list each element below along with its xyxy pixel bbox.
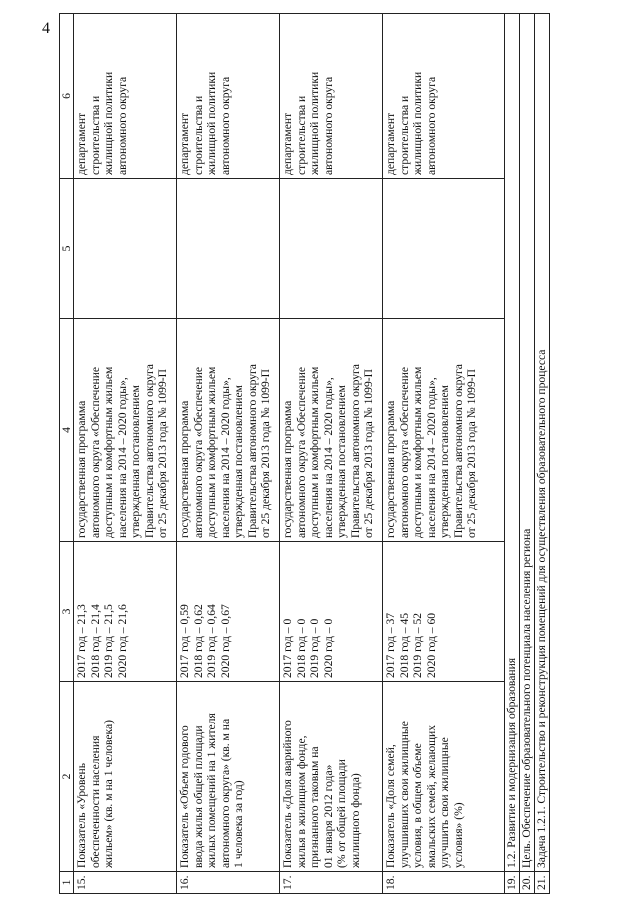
row-number: 15. — [74, 872, 177, 894]
row-number: 18. — [383, 872, 505, 894]
table-row — [177, 14, 280, 894]
row-number: 19. — [505, 872, 520, 894]
table-row — [74, 14, 177, 894]
table-row — [280, 14, 383, 894]
header-cell: 6 — [60, 14, 74, 179]
header-cell: 3 — [60, 542, 74, 682]
program-cell: государственная программа автономного округа «Обеспечение доступным и комфортным жильем населения на 2014 – 2020 годы», утвержденная постановлением Правительства автономного округа от 25 декабря 2013 года № 1099-П — [74, 319, 177, 542]
indicator-cell: Показатель «Объем годового ввода жилья общей площади жилых помещений на 1 жителя автономного округа» (кв. м на 1 человека за год) — [177, 682, 280, 872]
section-row — [520, 14, 535, 894]
department-cell: департамент строительства и жилищной политики автономного округа — [280, 14, 383, 179]
values-cell: 2017 год – 37 2018 год – 45 2019 год – 52 2020 год – 60 — [383, 542, 505, 682]
document-sheet — [59, 14, 614, 894]
section-goal: Цель. Обеспечение образовательного потенциала населения региона — [520, 14, 535, 872]
department-cell: департамент строительства и жилищной политики автономного округа — [177, 14, 280, 179]
row-number: 16. — [177, 872, 280, 894]
page-number: 4 — [42, 20, 50, 37]
department-cell: департамент строительства и жилищной политики автономного округа — [74, 14, 177, 179]
empty-cell — [280, 179, 383, 319]
section-title: 1.2. Развитие и модернизация образования — [505, 14, 520, 872]
indicator-cell: Показатель «Доля аварийного жилья в жилищном фонде, признанного таковым на 01 января 2012 года» (% от общей площади жилищного фонда) — [280, 682, 383, 872]
empty-cell — [177, 179, 280, 319]
rotated-table-wrapper — [59, 14, 614, 894]
section-row — [535, 14, 550, 894]
program-cell: государственная программа автономного округа «Обеспечение доступным и комфортным жильем населения на 2014 – 2020 годы», утвержденная постановлением Правительства автономного округа от 25 декабря 2013 года № 1099-П — [280, 319, 383, 542]
values-cell: 2017 год – 21,3 2018 год – 21,4 2019 год – 21,5 2020 год – 21,6 — [74, 542, 177, 682]
indicator-cell: Показатель «Доля семей, улучшивших свои жилищные условия, в общем объеме ямальских семей, желающих улучшить свои жилищные условия» (%) — [383, 682, 505, 872]
header-cell: 1 — [60, 872, 74, 894]
department-cell: департамент строительства и жилищной политики автономного округа — [383, 14, 505, 179]
row-number: 21. — [535, 872, 550, 894]
values-cell: 2017 год – 0,59 2018 год – 0,62 2019 год – 0,64 2020 год – 0,67 — [177, 542, 280, 682]
empty-cell — [74, 179, 177, 319]
program-cell: государственная программа автономного округа «Обеспечение доступным и комфортным жильем населения на 2014 – 2020 годы», утвержденная постановлением Правительства автономного округа от 25 декабря 2013 года № 1099-П — [177, 319, 280, 542]
header-cell: 4 — [60, 319, 74, 542]
table-row — [383, 14, 505, 894]
empty-cell — [383, 179, 505, 319]
header-cell: 5 — [60, 179, 74, 319]
header-cell: 2 — [60, 682, 74, 872]
indicators-table — [59, 13, 550, 894]
indicator-cell: Показатель «Уровень обеспеченности населения жильем» (кв. м на 1 человека) — [74, 682, 177, 872]
values-cell: 2017 год – 0 2018 год – 0 2019 год – 0 2020 год – 0 — [280, 542, 383, 682]
header-row — [60, 14, 74, 894]
section-row — [505, 14, 520, 894]
row-number: 20. — [520, 872, 535, 894]
program-cell: государственная программа автономного округа «Обеспечение доступным и комфортным жильем населения на 2014 – 2020 годы», утвержденная постановлением Правительства автономного округа от 25 декабря 2013 года № 1099-П — [383, 319, 505, 542]
section-task: Задача 1.2.1. Строительство и реконструкция помещений для осуществления образовательного процесса — [535, 14, 550, 872]
row-number: 17. — [280, 872, 383, 894]
